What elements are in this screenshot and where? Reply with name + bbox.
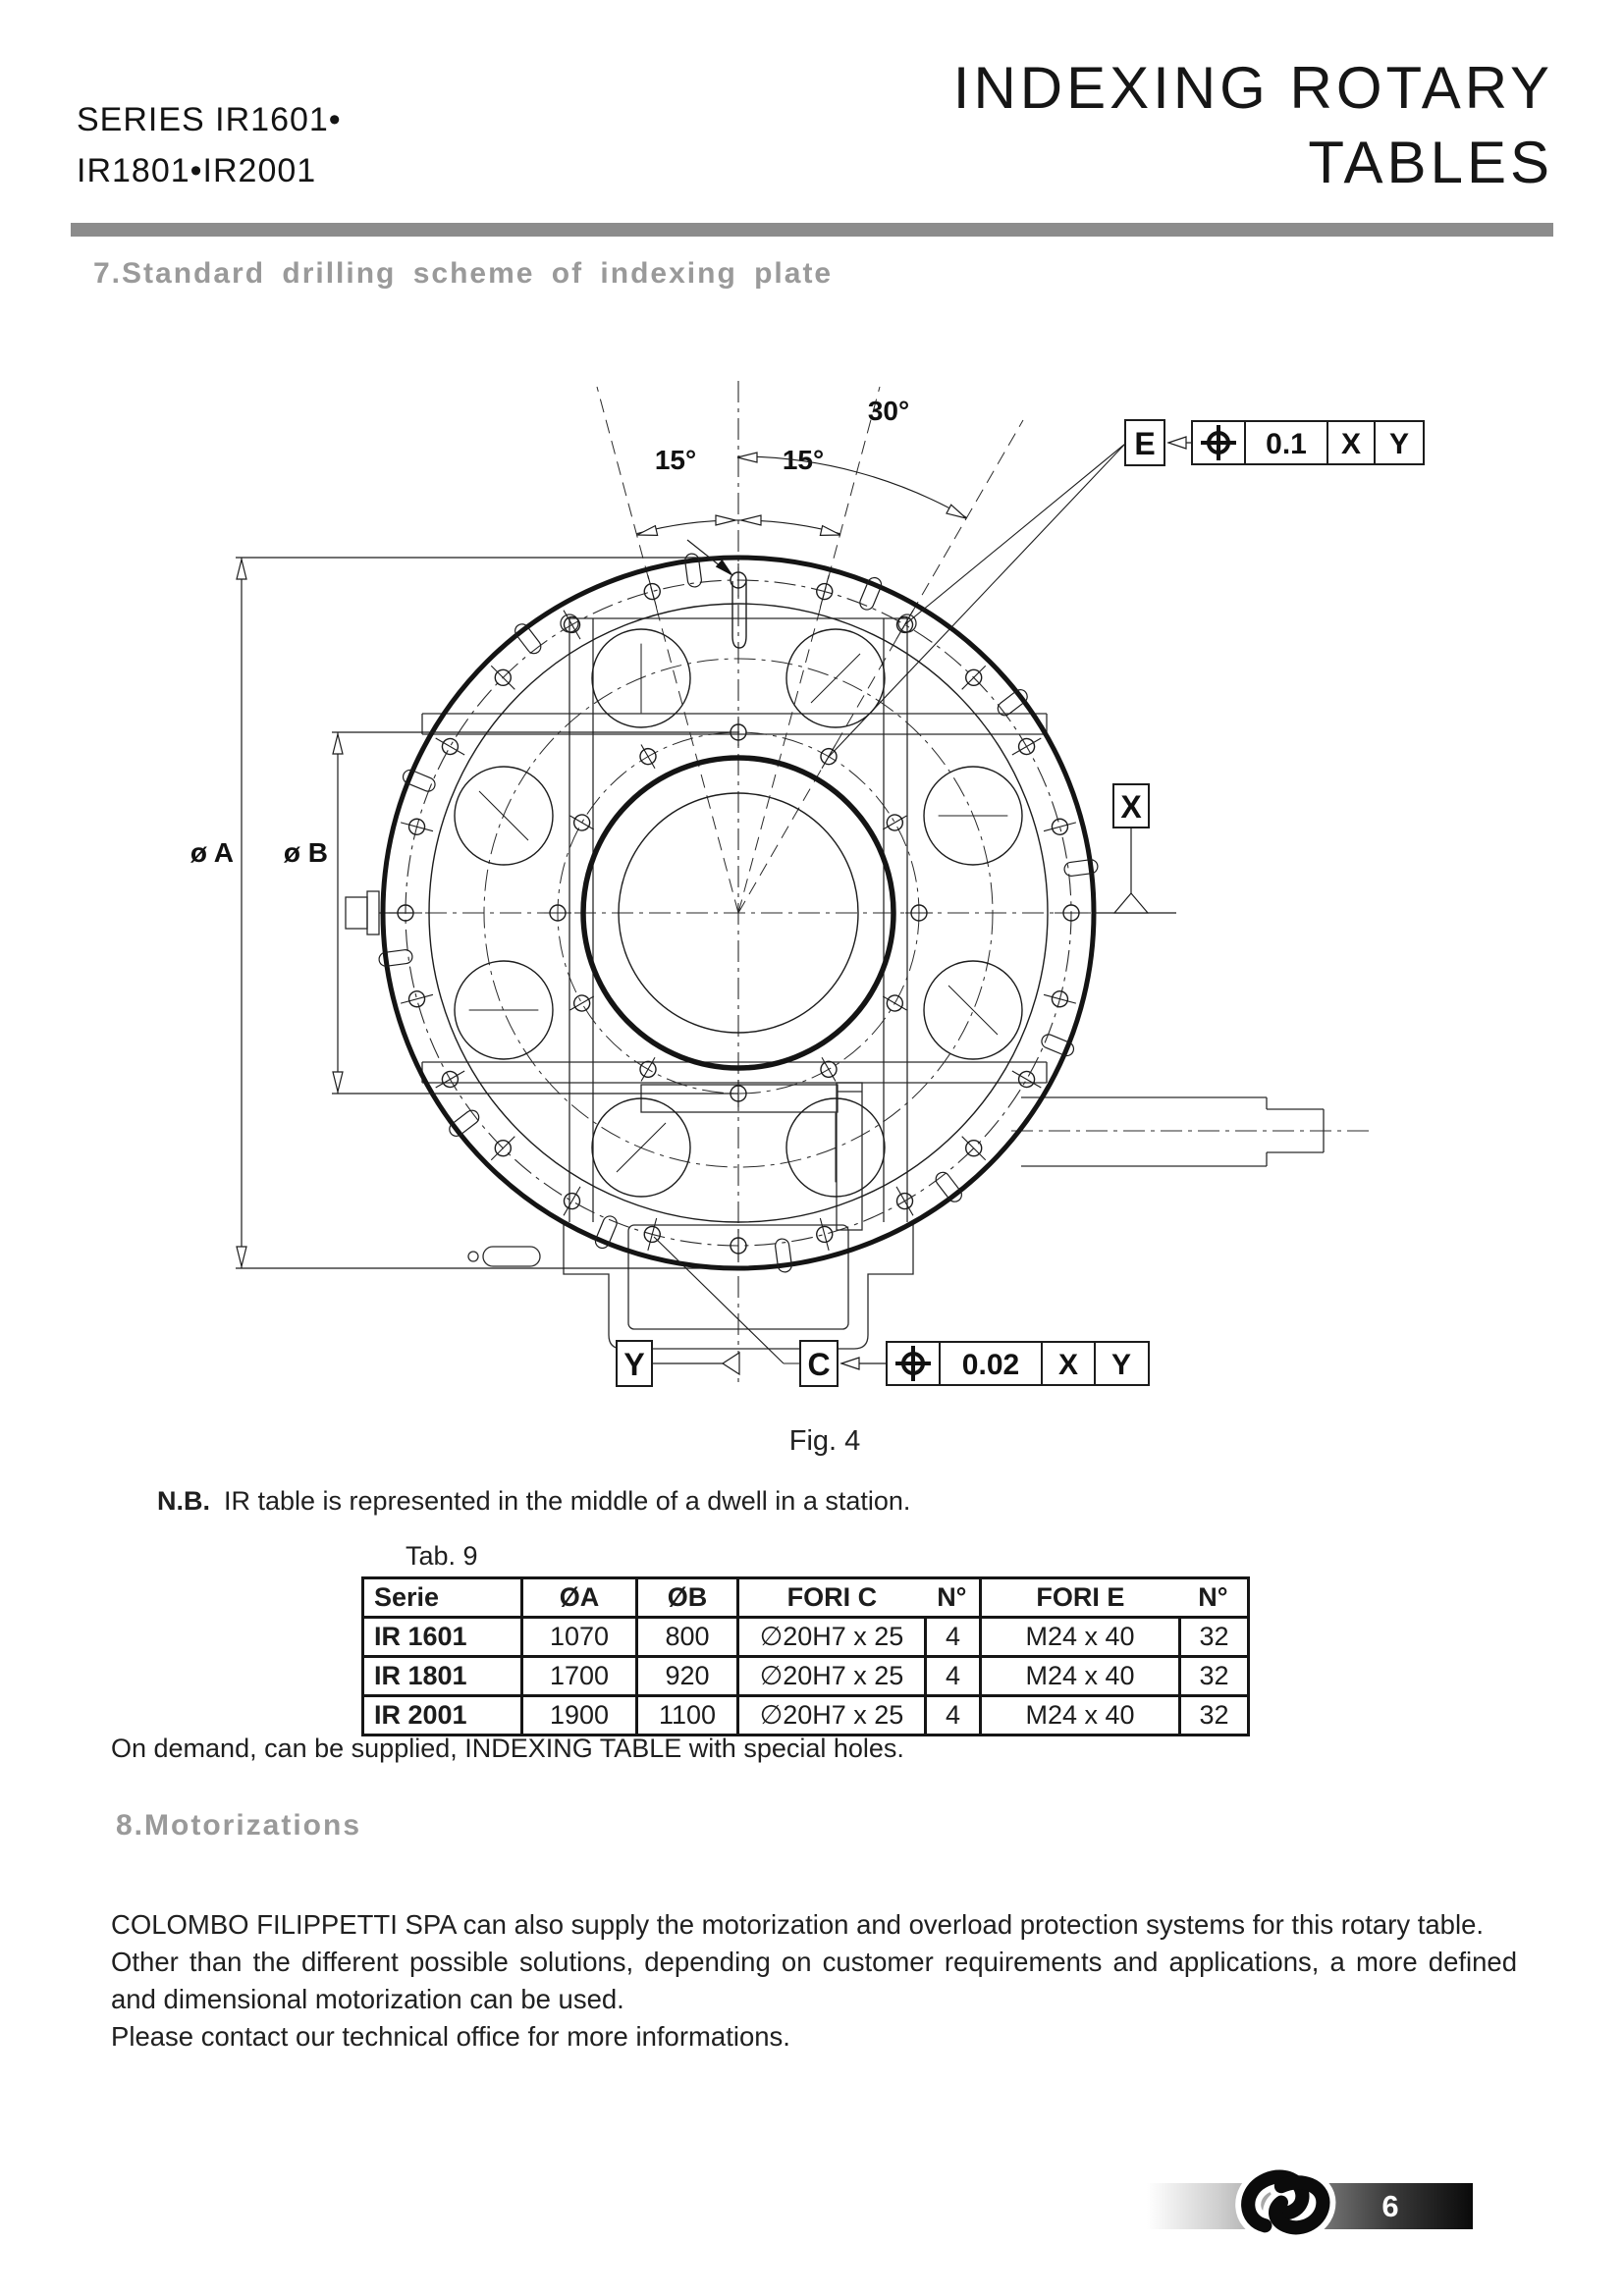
paragraph: Please contact our technical office for more informations. [111, 2021, 790, 2052]
page-title [953, 51, 1553, 200]
cell-n-e: 32 [1178, 1694, 1247, 1734]
col-header-dia-a: ØA [520, 1579, 635, 1616]
cell-dia-a: 1070 [520, 1616, 635, 1655]
cell-dia-b: 920 [635, 1655, 736, 1694]
cell-fori-e: M24 x 40 [979, 1694, 1178, 1734]
tol-e-value: 0.1 [1266, 428, 1307, 460]
page-number: 6 [1381, 2189, 1399, 2223]
col-header-fori-e: FORI E [1036, 1582, 1125, 1612]
cell-fori-e: M24 x 40 [979, 1655, 1178, 1694]
datum-y-label: Y [623, 1347, 645, 1382]
note-text: IR table is represented in the middle of a dwell in a station. [224, 1486, 911, 1516]
col-header-fori-c-group [736, 1579, 979, 1616]
paragraph: Other than the different possible solutions, depending on customer requirements and applications, a more defined and dimensional motorization can be used. [111, 1947, 1517, 2014]
title-line-1: INDEXING ROTARY [952, 55, 1553, 121]
angle-15-right-label: 15° [782, 445, 825, 475]
cell-fori-e: M24 x 40 [979, 1616, 1178, 1655]
paragraph: COLOMBO FILIPPETTI SPA can also supply the motorization and overload protection systems for this rotary table. [111, 1909, 1485, 1940]
datum-y-callout [617, 1341, 739, 1386]
centerlines [388, 381, 1375, 1382]
cell-dia-a: 1900 [520, 1694, 635, 1734]
table-row [364, 1655, 1247, 1694]
table-caption: Tab. 9 [406, 1541, 478, 1571]
series-block [77, 94, 342, 196]
cell-n-c: 4 [924, 1616, 979, 1655]
datum-c-label: C [807, 1347, 831, 1382]
keyway-slot [732, 581, 746, 648]
title-line-2: TABLES [1308, 130, 1553, 195]
cell-fori-c: ∅20H7 x 25 [736, 1655, 924, 1694]
datum-x-callout [1094, 784, 1176, 913]
cell-n-e: 32 [1178, 1616, 1247, 1655]
tol-e-ref2: Y [1388, 428, 1410, 460]
cell-serie: IR 1801 [364, 1655, 520, 1694]
figure-caption: Fig. 4 [788, 1425, 861, 1457]
tol-c-ref1: X [1057, 1349, 1079, 1381]
tol-c-ref2: Y [1110, 1349, 1132, 1381]
cell-dia-a: 1700 [520, 1655, 635, 1694]
angle-30-label: 30° [867, 396, 910, 426]
col-header-n-c: N° [937, 1582, 967, 1612]
company-logo-icon [1229, 2154, 1347, 2256]
section-7-heading: 7.Standard drilling scheme of indexing plate [93, 257, 834, 290]
cell-fori-c: ∅20H7 x 25 [736, 1694, 924, 1734]
cell-n-e: 32 [1178, 1655, 1247, 1694]
datum-e-callout [829, 420, 1424, 757]
cell-serie: IR 2001 [364, 1694, 520, 1734]
cell-fori-c: ∅20H7 x 25 [736, 1616, 924, 1655]
tol-e-ref1: X [1340, 428, 1362, 460]
cell-n-c: 4 [924, 1655, 979, 1694]
col-header-fori-c: FORI C [786, 1582, 878, 1612]
series-line-1: SERIES IR1601• [77, 101, 342, 138]
series-line-2: IR1801•IR2001 [77, 152, 317, 189]
table-header-row [364, 1579, 1247, 1616]
datum-x-label: X [1120, 789, 1142, 825]
header-rule [71, 223, 1553, 237]
angle-15-left-label: 15° [654, 445, 697, 475]
col-header-serie: Serie [374, 1582, 440, 1612]
table-note: On demand, can be supplied, INDEXING TABLE with special holes. [111, 1734, 904, 1763]
col-header-n-e: N° [1198, 1582, 1228, 1612]
table-row [364, 1694, 1247, 1734]
cell-n-c: 4 [924, 1694, 979, 1734]
col-header-fori-e-group [979, 1579, 1247, 1616]
note-line [157, 1486, 910, 1517]
note-label: N.B. [157, 1486, 210, 1516]
cell-serie: IR 1601 [364, 1616, 520, 1655]
dia-a-label: ø A [189, 837, 234, 868]
section-8-heading: 8.Motorizations [116, 1809, 362, 1842]
technical-drawing [137, 353, 1434, 1414]
motorizations-text [111, 1906, 1517, 2056]
cell-dia-b: 800 [635, 1616, 736, 1655]
datum-e-label: E [1134, 426, 1156, 461]
spec-table [361, 1576, 1250, 1736]
table-row [364, 1616, 1247, 1655]
col-header-dia-b: ØB [635, 1579, 736, 1616]
cell-dia-b: 1100 [635, 1694, 736, 1734]
dia-b-label: ø B [283, 837, 328, 868]
tol-c-value: 0.02 [961, 1349, 1020, 1381]
